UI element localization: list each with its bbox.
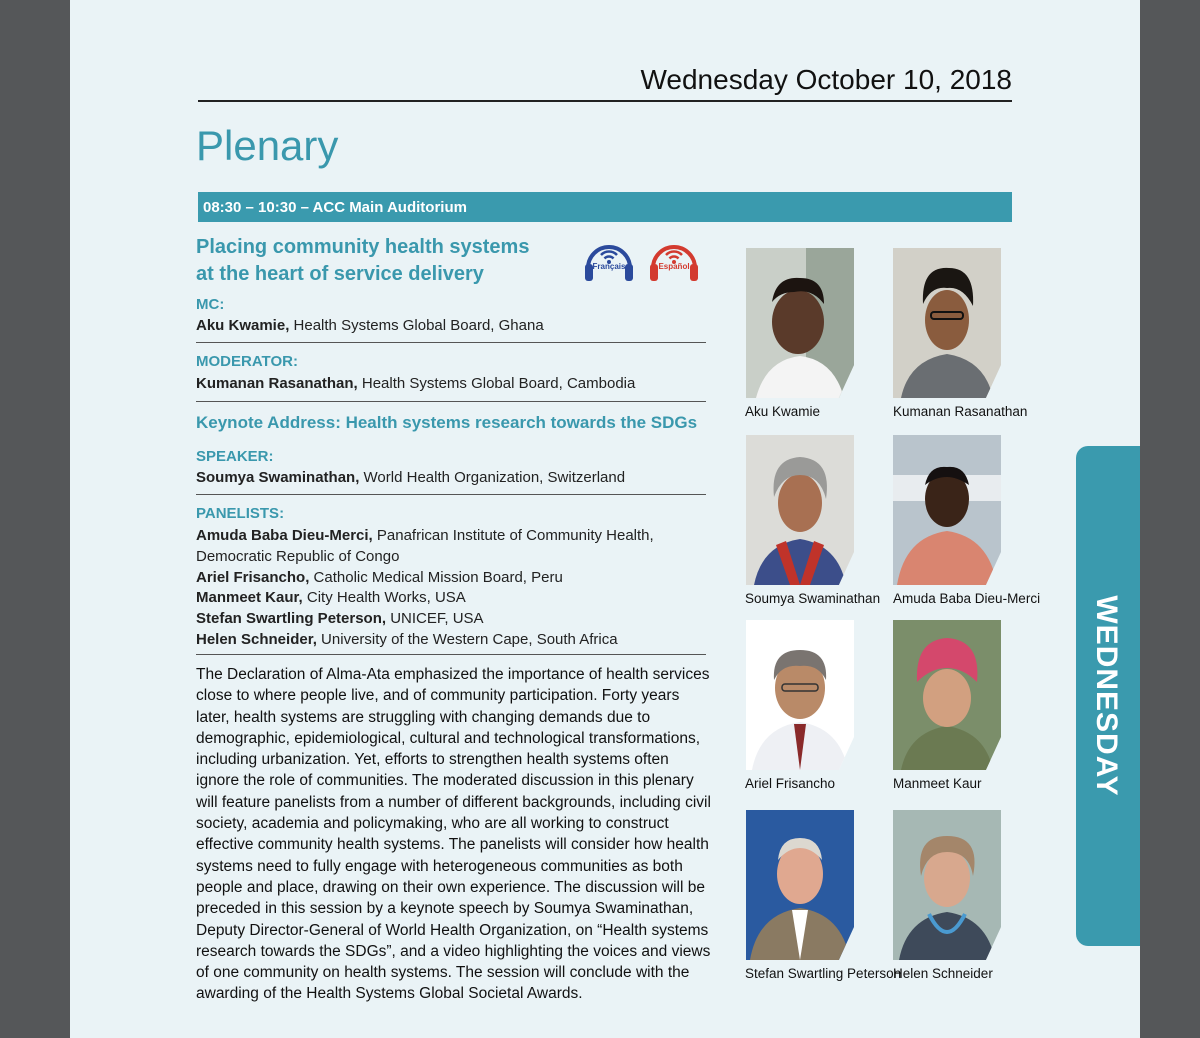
panelists-list [196,526,654,651]
day-side-tab-label: WEDNESDAY [1090,595,1123,797]
photo-caption: Manmeet Kaur [893,776,982,791]
panelist-name: Amuda Baba Dieu-Merci, [196,527,373,544]
panelist-affiliation: Democratic Republic of Congo [196,547,400,565]
panelist-name: Ariel Frisancho, [196,568,310,586]
panelist-name: Helen Schneider, [196,630,317,648]
panelist-affiliation: City Health Works, USA [302,589,466,607]
session-title-line1: Placing community health systems [196,236,530,258]
photo-caption: Helen Schneider [893,966,993,981]
photo-caption: Ariel Frisancho [745,776,836,791]
moderator-label: MODERATOR: [196,353,298,370]
photo-caption: Aku Kwamie [745,404,821,419]
panelist-name: Manmeet Kaur, [196,589,303,607]
speaker-name: Soumya Swaminathan, [196,469,360,486]
photo-caption: Kumanan Rasanathan [893,404,1028,419]
moderator-line [196,375,635,392]
portrait-photo [746,810,854,960]
mc-label: MC: [196,296,225,313]
program-page [70,0,1140,1038]
portrait-photo [746,435,854,585]
speaker-label: SPEAKER: [196,448,274,465]
divider [196,494,706,495]
portrait-photo [746,248,854,398]
panelist-line [196,609,654,630]
french-label: Français [592,262,626,271]
panelist-name: Stefan Swartling Peterson, [196,610,387,628]
speaker-line [196,469,625,486]
portrait-photo [746,620,854,770]
portrait-photo [893,248,1001,398]
panelist-line [196,526,654,547]
portrait-photo [893,435,1001,585]
moderator-affiliation: Health Systems Global Board, Cambodia [357,375,636,392]
page-title: Plenary [196,122,339,169]
divider [196,654,706,655]
session-time-bar: 08:30 – 10:30 – ACC Main Auditorium [198,192,1012,222]
page-date: Wednesday October 10, 2018 [198,64,1012,102]
speaker-affiliation: World Health Organization, Switzerland [359,469,626,486]
session-title-line2: at the heart of service delivery [196,263,484,285]
photo-caption: Soumya Swaminathan [745,591,881,606]
panelists-label: PANELISTS: [196,505,285,522]
photo-caption: Amuda Baba Dieu-Merci [893,591,1041,606]
spanish-label: Español [658,262,690,271]
session-title [196,234,576,288]
divider [196,342,706,343]
panelist-line [196,547,654,568]
keynote-title: Keynote Address: Health systems research towards the SDGs [196,413,698,432]
mc-name: Aku Kwamie, [196,317,290,334]
mc-line [196,317,544,334]
moderator-name: Kumanan Rasanathan, [196,375,358,392]
divider [196,401,706,402]
panelist-affiliation: Catholic Medical Mission Board, Peru [309,568,563,586]
photo-caption: Stefan Swartling Peterson [745,966,902,981]
french-headphones-icon [582,238,636,284]
panelist-affiliation: Panafrican Institute of Community Health, [372,527,654,544]
portrait-photo [893,810,1001,960]
panelist-line [196,588,654,609]
panelist-line [196,630,654,651]
mc-affiliation: Health Systems Global Board, Ghana [289,317,544,334]
session-description: The Declaration of Alma-Ata emphasized the importance of health services close to where people live, and of community participation. Forty years later, health systems are struggling with changing demands due to demographic, epidemiological, cultural and technological transformations, including urbanization. Yet, efforts to strengthen health systems often ignore the role of communities. The moderated discussion in this plenary will feature panelists from a number of different backgrounds, including civil society, academia and policymaking, who are all working to construct effective community health systems. The panelists will consider how health systems need to fully engage with heterogeneous communities as both people and place, drawing on their own experience. The discussion will be preceded in this session by a keynote speech by Soumya Swaminathan, Deputy Director-General of World Health Organization, on “Health systems research towards the SDGs”, and a video highlighting the voices and views of one community on health systems. The session will conclude with the awarding of the Health Systems Global Societal Awards. [196,666,711,1003]
portrait-photo [893,620,1001,770]
panelist-line [196,568,654,589]
panelist-affiliation: University of the Western Cape, South Africa [316,630,618,648]
panelist-affiliation: UNICEF, USA [386,610,484,628]
spanish-headphones-icon [647,238,701,284]
